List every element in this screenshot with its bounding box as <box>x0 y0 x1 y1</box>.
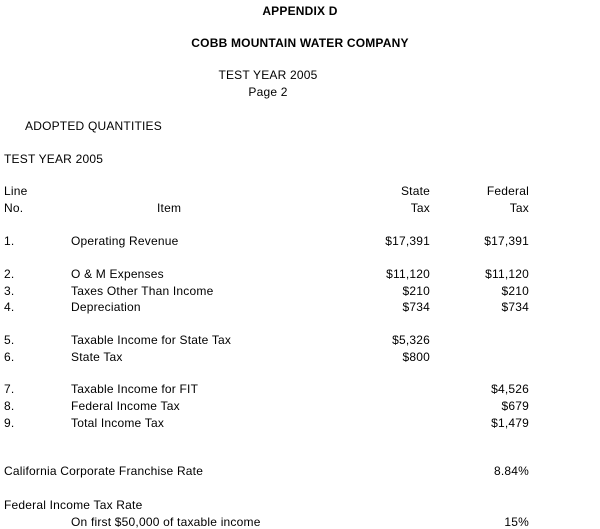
col-header-item: Item <box>157 201 182 215</box>
row-item: Taxable Income for State Tax <box>71 333 232 347</box>
row-state-value: $210 <box>402 284 430 298</box>
header-test-year: TEST YEAR 2005 <box>218 68 318 82</box>
appendix-title: APPENDIX D <box>262 4 338 18</box>
col-header-line: Line <box>4 184 28 198</box>
federal-rate-label: Federal Income Tax Rate <box>4 498 143 512</box>
franchise-rate-label: California Corporate Franchise Rate <box>4 464 204 478</box>
row-item: State Tax <box>71 350 123 364</box>
section-title: ADOPTED QUANTITIES <box>25 119 162 133</box>
row-federal-value: $679 <box>501 399 529 413</box>
row-federal-value: $11,120 <box>485 267 529 281</box>
federal-rate-sub-value: 15% <box>504 515 529 529</box>
col-header-federal-tax: Tax <box>509 201 529 215</box>
row-federal-value: $1,479 <box>491 416 529 430</box>
row-number: 1. <box>4 234 15 248</box>
row-number: 5. <box>4 333 15 347</box>
col-header-federal: Federal <box>486 184 529 198</box>
row-federal-value: $17,391 <box>484 234 529 248</box>
row-number: 8. <box>4 399 15 413</box>
row-number: 3. <box>4 284 15 298</box>
col-header-state-tax: Tax <box>410 201 430 215</box>
row-state-value: $800 <box>402 350 430 364</box>
row-state-value: $734 <box>402 300 430 314</box>
row-federal-value: $4,526 <box>491 382 529 396</box>
row-state-value: $5,326 <box>392 333 430 347</box>
row-item: Depreciation <box>71 300 141 314</box>
row-federal-value: $734 <box>501 300 529 314</box>
row-number: 4. <box>4 300 15 314</box>
franchise-rate-value: 8.84% <box>493 464 529 478</box>
row-item: Taxes Other Than Income <box>71 284 214 298</box>
row-number: 7. <box>4 382 15 396</box>
row-item: Taxable Income for FIT <box>71 382 199 396</box>
row-item: Total Income Tax <box>71 416 165 430</box>
page-number: Page 2 <box>248 85 288 99</box>
company-name: COBB MOUNTAIN WATER COMPANY <box>191 36 409 50</box>
test-year-label: TEST YEAR 2005 <box>4 152 104 166</box>
row-number: 6. <box>4 350 15 364</box>
federal-rate-sub-label: On first $50,000 of taxable income <box>71 515 261 529</box>
row-state-value: $11,120 <box>386 267 430 281</box>
row-federal-value: $210 <box>501 284 529 298</box>
col-header-no: No. <box>4 201 24 215</box>
row-item: Operating Revenue <box>71 234 179 248</box>
row-item: Federal Income Tax <box>71 399 180 413</box>
col-header-state: State <box>400 184 430 198</box>
row-number: 9. <box>4 416 15 430</box>
row-item: O & M Expenses <box>71 267 164 281</box>
row-state-value: $17,391 <box>385 234 430 248</box>
row-number: 2. <box>4 267 15 281</box>
